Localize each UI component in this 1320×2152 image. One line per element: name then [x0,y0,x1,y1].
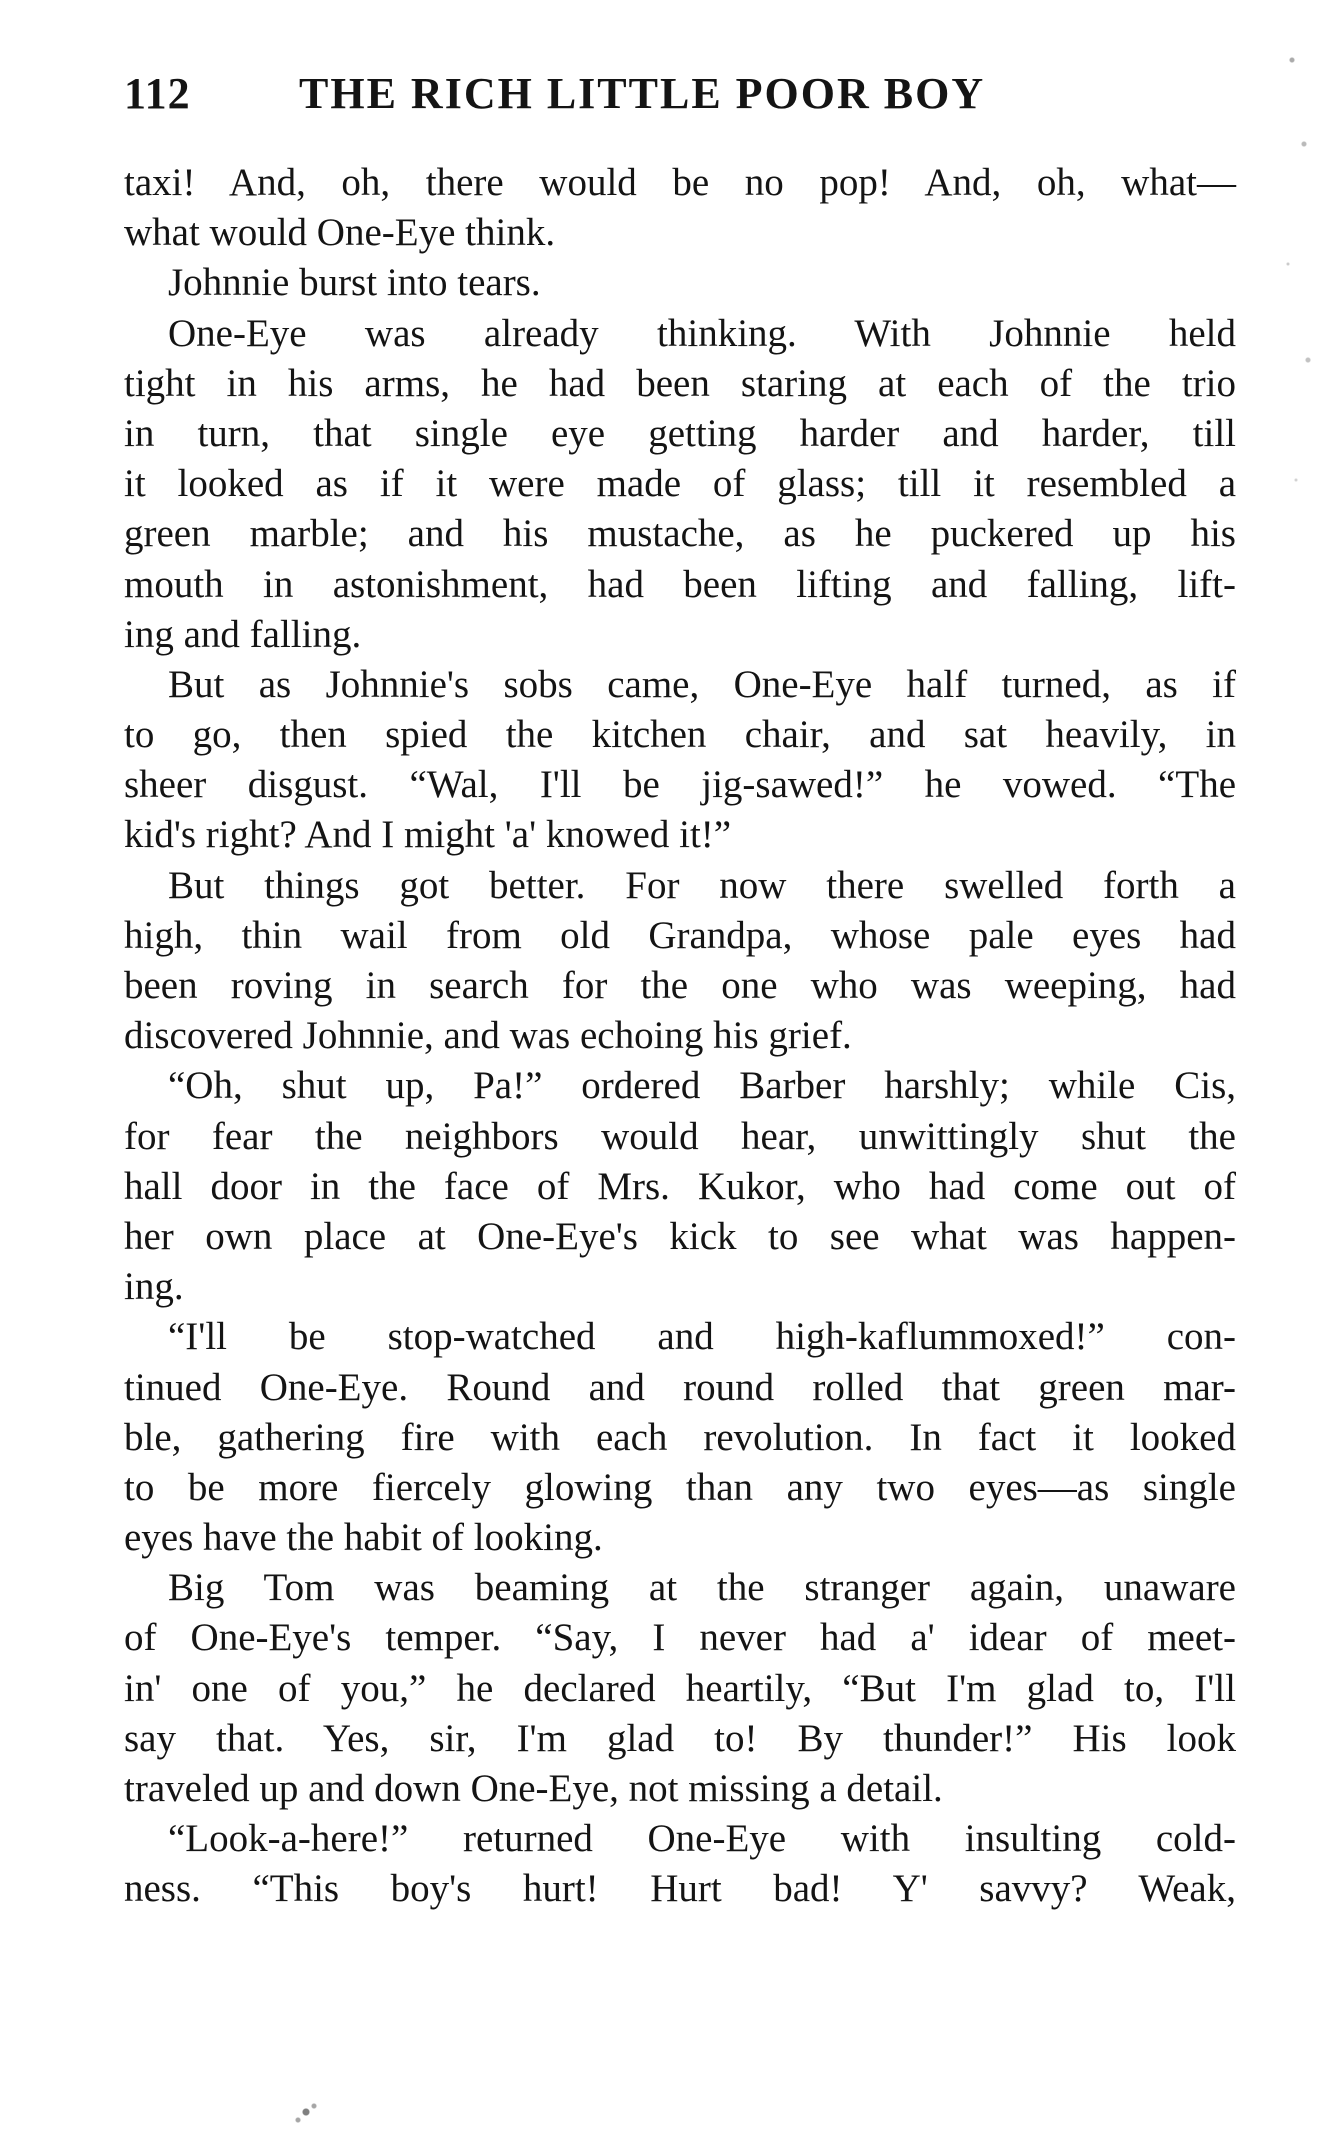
text-line: One-Eye was already thinking. With Johnnie held [168,311,1236,355]
text-line: hall door in the face of Mrs. Kukor, who had come out of [124,1164,1236,1208]
page-header [124,68,1224,128]
text-line: her own place at One-Eye's kick to see what was happen- [124,1214,1236,1258]
text-line: “Look-a-here!” returned One-Eye with insulting cold- [168,1817,1236,1861]
text-line: sheer disgust. “Wal, I'll be jig-sawed!” he vowed. “The [124,763,1236,807]
text-line: ing. [124,1265,184,1309]
running-title: THE RICH LITTLE POOR BOY [299,69,986,118]
text-line: it looked as if it were made of glass; till it resembled a [124,462,1236,506]
text-line: taxi! And, oh, there would be no pop! And, oh, what— [124,161,1236,204]
text-line: say that. Yes, sir, I'm glad to! By thunder!” His look [124,1716,1236,1760]
text-line: what would One-Eye think. [124,211,556,255]
text-line: eyes have the habit of looking. [124,1516,603,1560]
text-line: in' one of you,” he declared heartily, “But I'm glad to, I'll [124,1666,1236,1710]
page-number: 112 [124,69,191,118]
text-line: ing and falling. [124,612,362,656]
text-line: to go, then spied the kitchen chair, and sat heavily, in [124,713,1236,757]
text-line: to be more fiercely glowing than any two eyes—as single [124,1465,1236,1509]
text-line: been roving in search for the one who was weeping, had [124,964,1236,1007]
text-line: Johnnie burst into tears. [168,261,541,305]
text-line: “I'll be stop-watched and high-kaflummoxed!” con- [168,1315,1236,1359]
text-line: But as Johnnie's sobs came, One-Eye half turned, as if [168,662,1236,706]
text-line: discovered Johnnie, and was echoing his grief. [124,1014,852,1058]
text-line: high, thin wail from old Grandpa, whose pale eyes had [124,913,1236,957]
text-line: in turn, that single eye getting harder and harder, till [124,411,1236,455]
text-line: But things got better. For now there swelled forth a [168,863,1236,907]
text-line: ble, gathering fire with each revolution. In fact it looked [124,1415,1236,1459]
text-line: “Oh, shut up, Pa!” ordered Barber harshly; while Cis, [168,1064,1236,1108]
text-line: tinued One-Eye. Round and round rolled that green mar- [124,1365,1236,1409]
text-line: of One-Eye's temper. “Say, I never had a' idear of meet- [124,1616,1236,1660]
text-line: mouth in astonishment, had been lifting and falling, lift- [124,562,1236,606]
text-line: kid's right? And I might 'a' knowed it!” [124,813,732,857]
page-edge-speckle [1280,0,1320,1200]
text-line: ness. “This boy's hurt! Hurt bad! Y' savvy? Weak, [124,1867,1236,1911]
text-line: Big Tom was beaming at the stranger again, unaware [168,1566,1236,1610]
ink-blot-mark [286,2092,326,2132]
text-line: green marble; and his mustache, as he puckered up his [124,512,1236,556]
text-line: for fear the neighbors would hear, unwittingly shut the [124,1114,1236,1158]
body-text [124,158,1236,1915]
text-line: tight in his arms, he had been staring at each of the trio [124,361,1236,405]
text-line: traveled up and down One-Eye, not missing a detail. [124,1767,943,1810]
